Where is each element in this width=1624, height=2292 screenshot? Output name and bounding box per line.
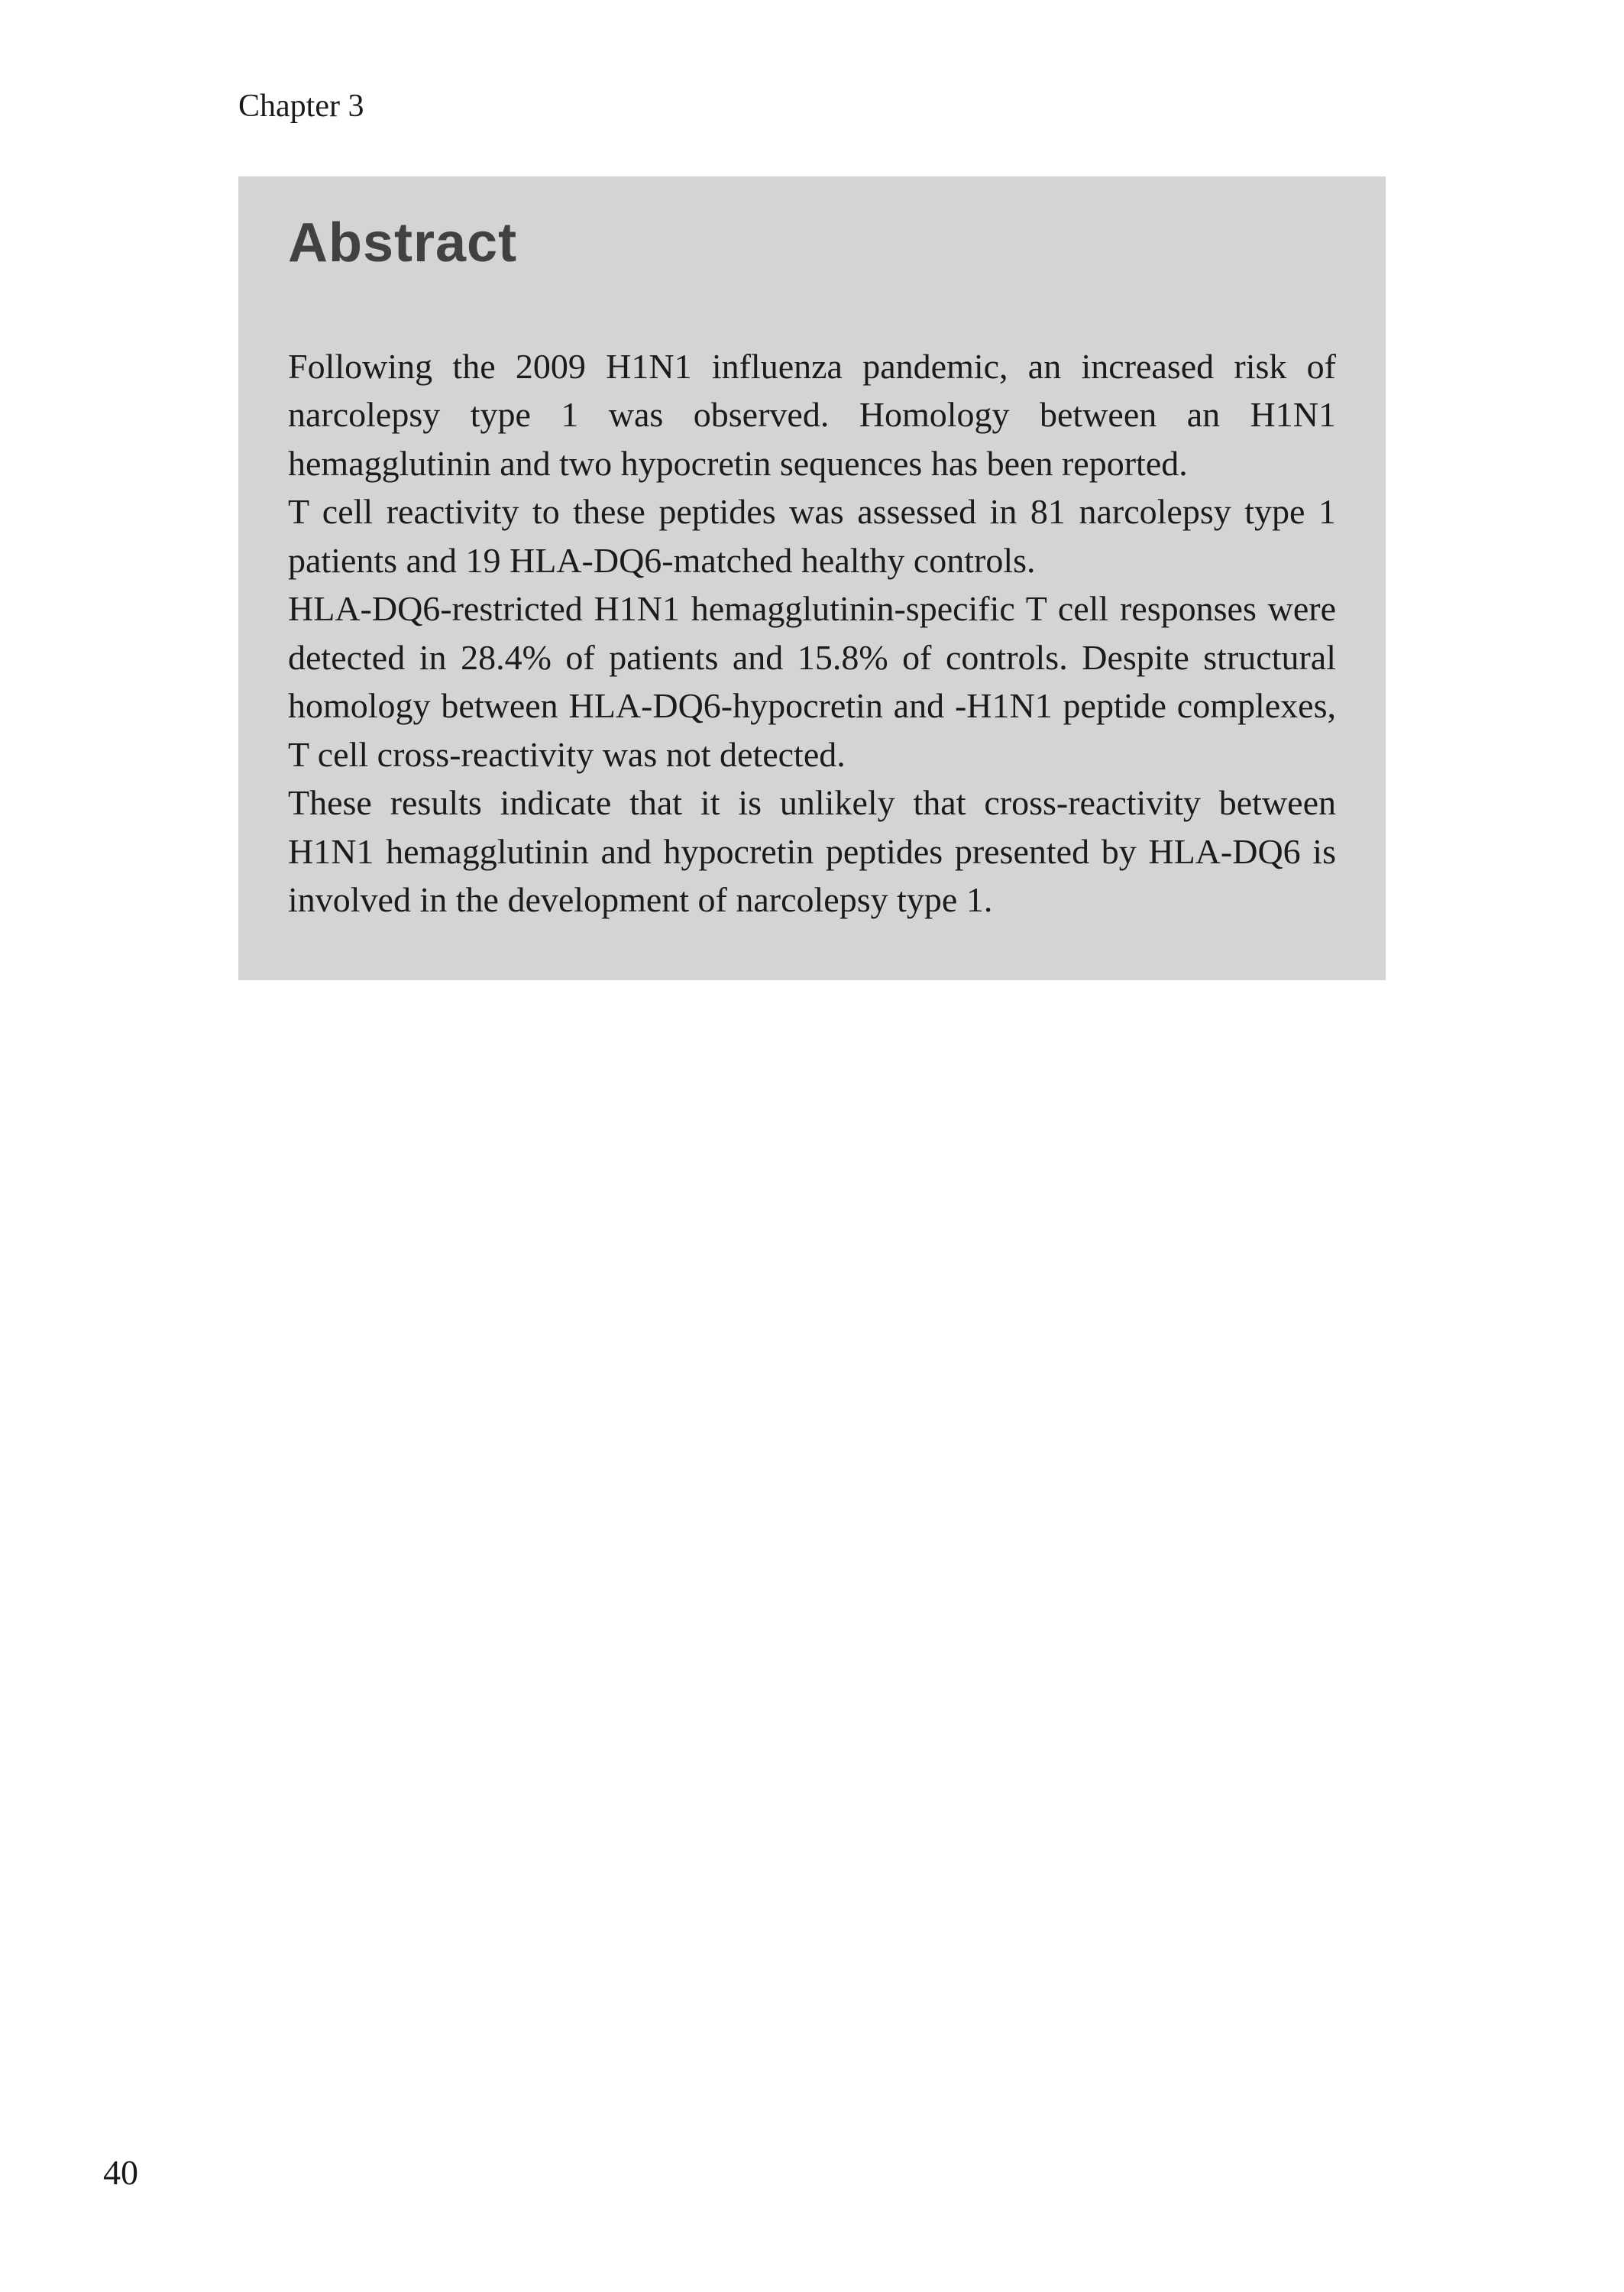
running-header-chapter: Chapter 3 (238, 89, 364, 124)
page-number: 40 (103, 2153, 138, 2192)
abstract-box (238, 176, 1386, 980)
abstract-heading: Abstract (288, 212, 518, 274)
abstract-paragraph-2: T cell reactivity to these peptides was assessed in 81 narcolepsy type 1 patients and 19 HLA-DQ6-matched healthy controls. (288, 492, 1336, 580)
abstract-body (288, 342, 1336, 924)
abstract-paragraph-4: These results indicate that it is unlikely that cross-reactivity between H1N1 hemagglutinin and hypocretin peptides presented by HLA-DQ6 is involved in the development of narcolepsy type 1. (288, 783, 1336, 920)
abstract-paragraph-1: Following the 2009 H1N1 influenza pandemic, an increased risk of narcolepsy type 1 was observed. Homology between an H1N1 hemagglutinin and two hypocretin sequences has been reported. (288, 346, 1336, 483)
abstract-paragraph-3: HLA-DQ6-restricted H1N1 hemagglutinin-specific T cell responses were detected in 28.4% of patients and 15.8% of controls. Despite structural homology between HLA-DQ6-hypocretin and -H1N1 peptide complexes, T cell cross-reactivity was not detected. (288, 589, 1336, 774)
